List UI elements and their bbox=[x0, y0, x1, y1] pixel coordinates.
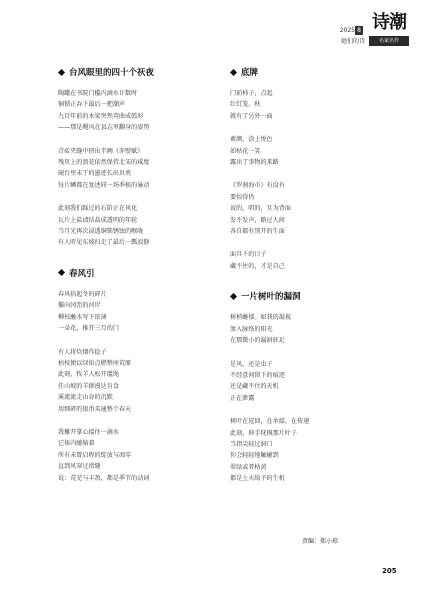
poem-line: 你会轻轻地触碰到 bbox=[230, 452, 279, 460]
poem-line: 铜锁正吞下最后一把潮声 bbox=[58, 101, 126, 109]
poem-line: 素颜，涂上悦色 bbox=[230, 136, 273, 144]
stanza bbox=[230, 180, 400, 237]
poem-line: 门前柿子，点起 bbox=[230, 90, 273, 97]
diamond-bullet-icon bbox=[230, 293, 237, 300]
poem-line: 所有未曾启程的绽放与凋零 bbox=[58, 451, 132, 459]
poem-line: 说的，唱的，互为背面 bbox=[230, 205, 291, 213]
poem-line: 就有了另外一面 bbox=[230, 112, 273, 120]
poem bbox=[58, 267, 228, 484]
poem-line: 任山坡的羊群漫达肯食 bbox=[58, 382, 119, 390]
poem-line: 陶罐在书院门槛内滴水计数时 bbox=[58, 90, 138, 97]
poem bbox=[58, 66, 228, 249]
diamond-bullet-icon bbox=[230, 68, 237, 75]
issue-badge: 8 bbox=[357, 27, 361, 34]
stanza bbox=[58, 146, 228, 192]
poem bbox=[230, 66, 400, 272]
poem-line: 春风拾起冬的碎片 bbox=[58, 290, 107, 298]
stanza bbox=[58, 88, 228, 134]
logo-strip: 名家名作 bbox=[369, 36, 409, 46]
page-header bbox=[301, 10, 411, 50]
poem-line: 藏不住的，才是自己 bbox=[230, 262, 285, 270]
poem-line: 树梢蘸郁。如我的凝视 bbox=[230, 314, 291, 322]
poem-title bbox=[230, 66, 400, 78]
poem-title-text: 一片树叶的漏洞 bbox=[241, 292, 301, 303]
issue-year: 2025 bbox=[339, 27, 355, 34]
magazine-logo: 诗潮 bbox=[372, 12, 406, 33]
poem-line: 柳枝蘸水写下诳薄 bbox=[58, 313, 107, 321]
stanza bbox=[230, 312, 400, 346]
stanza bbox=[230, 359, 400, 405]
poem-line: 攥向冈峦的河岸 bbox=[58, 302, 101, 310]
editor-credit: 责编：郑小琼 bbox=[302, 538, 339, 545]
stanza bbox=[58, 203, 228, 249]
poem-line: 用细碎的银币买通整个春天 bbox=[58, 405, 132, 413]
poem-line: 面具下的日子 bbox=[230, 251, 267, 259]
poem bbox=[230, 290, 400, 484]
stanza bbox=[58, 347, 228, 415]
poem-title-text: 春风引 bbox=[69, 268, 95, 279]
right-column bbox=[230, 66, 400, 497]
poem-line: 我摊开掌心接住一滴水 bbox=[58, 428, 119, 436]
poem-line: 发不发声，路过人间 bbox=[230, 216, 285, 224]
poem-line: 此刻我们踩过的石阶正在风化 bbox=[58, 205, 138, 213]
stanza bbox=[230, 134, 400, 168]
poem-title bbox=[58, 66, 228, 78]
page-number: 205 bbox=[382, 567, 397, 575]
poem-line: 此刻，牧羊人松开缰绳 bbox=[58, 371, 119, 379]
poem-title-text: 底牌 bbox=[241, 68, 259, 78]
poem-line: 每片鳞都在复述同一场季候的暴动 bbox=[58, 181, 150, 189]
stanza bbox=[58, 289, 228, 335]
stanza bbox=[230, 88, 400, 122]
poem-line: 如枯花一笑 bbox=[230, 147, 261, 155]
poem-line: 红灯笼。秋 bbox=[230, 101, 261, 109]
poem-title-text: 台风眼里的四十个祆夜 bbox=[69, 68, 155, 78]
poem-line: 枯枝便以绿焰点燃整座荒原 bbox=[58, 359, 132, 367]
poem-line: 青砖夹缝中挤出半阙《赤壁赋》 bbox=[58, 147, 144, 155]
poem-line: 有人将炊烟作捻子 bbox=[58, 348, 107, 356]
stanza bbox=[230, 249, 400, 272]
poem-title bbox=[230, 290, 400, 302]
poem-line: 不经意间留下的痕迹 bbox=[230, 371, 285, 379]
poem-line: 都是上天给予的生机 bbox=[230, 475, 285, 483]
poem-line: 露出了事物的来路 bbox=[230, 159, 279, 167]
poem-line: 要惊得仍 bbox=[230, 193, 255, 201]
poem-line: 是风，还是虫子 bbox=[230, 360, 273, 368]
poem-line: 树叶在返回，在承接，在传递 bbox=[230, 418, 310, 426]
poem-line: 渗入脉络的阳光 bbox=[230, 325, 273, 333]
poem-line: 残页上的浪花依然保持北宋的咸度 bbox=[58, 159, 150, 167]
poem-line: 一朵花，推开三月的门 bbox=[58, 325, 119, 333]
poem-line: 此刻，伸手抚摸那片叶子 bbox=[230, 429, 298, 437]
poem-line: 它体内蜷缩着 bbox=[58, 440, 95, 448]
poem-line: 九百年前的木梁突然弯曲成弧形 bbox=[58, 112, 144, 120]
stanza bbox=[58, 427, 228, 484]
poem-line: 瓦片上盐渍结晶成透明的年轮 bbox=[58, 216, 138, 224]
poem-line: 说：荒芜与丰盈，都是季节的动词 bbox=[58, 474, 150, 482]
poem-line: 溪流流走山谷的沉默 bbox=[58, 394, 113, 402]
diamond-bullet-icon bbox=[58, 68, 65, 75]
poem-line: 在那微小的漏洞驻足 bbox=[230, 337, 285, 345]
poem-line: 《罗刹海市》有没有 bbox=[230, 182, 285, 190]
column-subtitle: 她们的诗 bbox=[340, 38, 365, 45]
poem-title bbox=[58, 267, 228, 279]
stanza bbox=[230, 416, 400, 484]
poem-line: 当指尖轻过洞口 bbox=[230, 440, 273, 448]
poem-line: 正在泄露 bbox=[230, 394, 255, 402]
poem-line: 各自都有别开的生面 bbox=[230, 228, 285, 236]
left-column bbox=[58, 66, 228, 496]
poem-line: ——那是飓风在县志里翻身的姿势 bbox=[58, 124, 150, 132]
diamond-bullet-icon bbox=[58, 269, 65, 276]
poem-line: 翠绿或者枯黄 bbox=[230, 463, 267, 471]
poem-line: 当月光再次浸透铜锁锈蚀的喉咙 bbox=[58, 228, 144, 236]
poem-line: 还是藏不住的天机 bbox=[230, 383, 279, 391]
poem-line: 有人听见东坡扫走了最后一瓢寂静 bbox=[58, 239, 150, 247]
poem-line: 直到风穿过指缝 bbox=[58, 463, 101, 471]
poem-line: 砚台里未干的墨迹长出贝类 bbox=[58, 170, 132, 178]
